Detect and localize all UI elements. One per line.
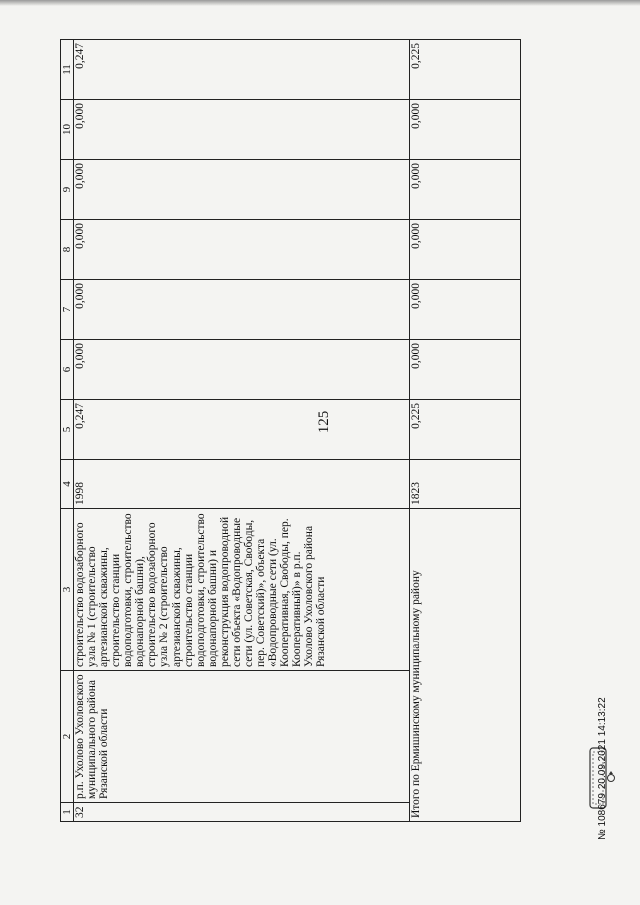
total-value: 0,000: [410, 160, 521, 220]
header-cell: 9: [61, 160, 74, 220]
page-number: 125: [316, 410, 332, 434]
header-cell: 2: [61, 671, 74, 803]
row-value: 0,247: [74, 400, 410, 460]
header-cell: 10: [61, 100, 74, 160]
row-object: строительство водозаборного узла № 1 (строительство артезианской скважины, строительство станции водоподготовки, строительство водонапорной башни), строительство водозаборного узла № 2 (строительство артезианской скважины, строительство станции водоподготовки, строительство водонапорной башни) и реконструкция водопроводной сети объекта «Водопроводные сети (ул. Советская, Свободы, пер. Советский)», объекта «Водопроводные сети (ул. Кооперативная, Свободы, пер. Кооперативный)» в р.п. Ухолово Ухоловского района Рязанской области: [74, 509, 410, 671]
header-cell: 11: [61, 40, 74, 100]
header-cell: 3: [61, 509, 74, 671]
document-datetime: 20.09.2021 14:13:22: [597, 697, 608, 790]
row-value: 0,000: [74, 100, 410, 160]
data-table: [60, 39, 521, 822]
total-value: 0,000: [410, 340, 521, 400]
row-value: 0,000: [74, 160, 410, 220]
row-value: 0,000: [74, 340, 410, 400]
row-year: 1998: [74, 460, 410, 509]
table-row: [74, 40, 410, 822]
document-id: № 108679: [597, 793, 608, 840]
total-value: 0,000: [410, 100, 521, 160]
scan-edge: [0, 0, 640, 6]
header-cell: 7: [61, 280, 74, 340]
total-year: 1823: [410, 460, 521, 509]
total-value: 0,225: [410, 40, 521, 100]
document-footer: [596, 590, 610, 840]
header-cell: 1: [61, 803, 74, 822]
total-value: 0,225: [410, 400, 521, 460]
row-value: 0,000: [74, 280, 410, 340]
header-cell: 5: [61, 400, 74, 460]
row-place: р.п. Ухолово Ухоловского муниципального района Рязанской области: [74, 671, 410, 803]
header-cell: 4: [61, 460, 74, 509]
total-value: 0,000: [410, 220, 521, 280]
header-cell: 8: [61, 220, 74, 280]
header-cell: 6: [61, 340, 74, 400]
total-value: 0,000: [410, 280, 521, 340]
row-value: 0,247: [74, 40, 410, 100]
row-value: 0,000: [74, 220, 410, 280]
total-label: Итого по Ермишинскому муниципальному району: [410, 509, 521, 822]
rotated-table-container: [60, 39, 520, 822]
header-row: [61, 40, 74, 822]
total-row: [410, 40, 521, 822]
row-number: 32: [74, 803, 410, 822]
